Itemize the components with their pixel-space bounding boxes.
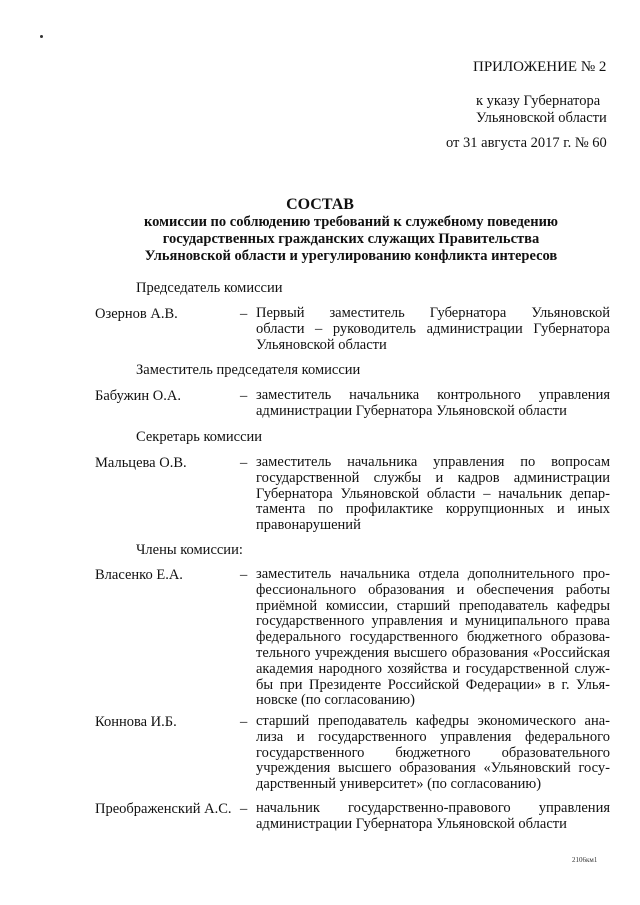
position-line: начальник государственно-правового управления: [256, 800, 610, 816]
position-line: дарственный университет» (по согласованию): [256, 776, 542, 793]
position-line: учреждения высшего образования «Ульяновский госу-: [256, 760, 610, 777]
position-line: Ульяновской области: [256, 336, 387, 353]
document-title: СОСТАВ: [286, 196, 354, 213]
position-line: Первый заместитель Губернатора Ульяновской: [256, 305, 610, 321]
subtitle-line: Ульяновской области и урегулированию конфликта интересов: [144, 248, 558, 264]
subtitle-line: государственных гражданских служащих Правительства: [162, 231, 540, 247]
member-name: Коннова И.Б.: [95, 714, 177, 730]
member-dash: –: [240, 714, 248, 730]
role-heading-chair: Председатель комиссии: [136, 280, 283, 296]
decree-reference-line1: к указу Губернатора: [476, 93, 601, 109]
member-name: Власенко Е.А.: [95, 567, 183, 583]
position-line: заместитель начальника контрольного управления: [256, 387, 610, 403]
scan-speck: [40, 35, 43, 38]
position-line: тамента по профилактике коррупционных и иных: [256, 501, 610, 518]
position-line: заместитель начальника отдела дополнительного про-: [256, 566, 610, 582]
position-line: федерального государственного бюджетного образова-: [256, 629, 610, 646]
position-line: администрации Губернатора Ульяновской области: [256, 402, 567, 419]
member-dash: –: [240, 567, 248, 583]
member-name: Мальцева О.В.: [95, 455, 187, 471]
member-dash: –: [240, 388, 248, 404]
decree-reference-line2: Ульяновской области: [476, 110, 607, 126]
position-line: государственного управления и муниципального права: [256, 613, 610, 630]
position-line: Губернатора Ульяновской области – начальник депар-: [256, 485, 610, 502]
position-line: академия народного хозяйства и государственной служ-: [256, 660, 610, 677]
member-name: Преображенский А.С.: [95, 801, 232, 817]
role-heading-members: Члены комиссии:: [136, 542, 243, 558]
position-line: государственного бюджетного образовательного: [256, 744, 610, 761]
member-position: [256, 801, 610, 833]
position-line: приёмной комиссии, старший преподаватель кафедры: [256, 597, 610, 614]
subtitle-line: комиссии по соблюдению требований к служебному поведению: [143, 214, 559, 230]
member-position: [256, 388, 610, 420]
position-line: старший преподаватель кафедры экономического ана-: [256, 713, 610, 729]
position-line: администрации Губернатора Ульяновской области: [256, 815, 567, 832]
decree-date: от 31 августа 2017 г. № 60: [446, 135, 607, 151]
member-position: [256, 455, 610, 534]
position-line: бы при Президенте Российской Федерации» в г. Улья-: [256, 676, 610, 693]
member-name: Озернов А.В.: [95, 306, 178, 322]
position-line: заместитель начальника управления по вопросам: [256, 454, 610, 470]
member-name: Бабужин О.А.: [95, 388, 182, 404]
position-line: области – руководитель администрации Губернатора: [256, 320, 610, 337]
role-heading-secretary: Секретарь комиссии: [136, 429, 263, 445]
member-dash: –: [240, 306, 248, 322]
position-line: новске (по согласованию): [256, 692, 415, 709]
role-heading-deputy: Заместитель председателя комиссии: [136, 362, 361, 378]
appendix-label: ПРИЛОЖЕНИЕ № 2: [473, 59, 607, 75]
member-position: [256, 714, 610, 793]
member-dash: –: [240, 801, 248, 817]
member-position: [256, 306, 610, 353]
position-line: правонарушений: [256, 517, 361, 534]
member-dash: –: [240, 455, 248, 471]
position-line: лиза и государственного управления федерального: [256, 728, 610, 745]
position-line: тельного учреждения высшего образования «Российская: [256, 644, 610, 661]
document-subtitle: [110, 214, 592, 265]
member-position: [256, 567, 610, 709]
position-line: фессионального образования и обеспечения работы: [256, 581, 610, 598]
document-code: 2106км1: [572, 856, 598, 864]
position-line: государственной службы и кадров администрации: [256, 469, 610, 486]
